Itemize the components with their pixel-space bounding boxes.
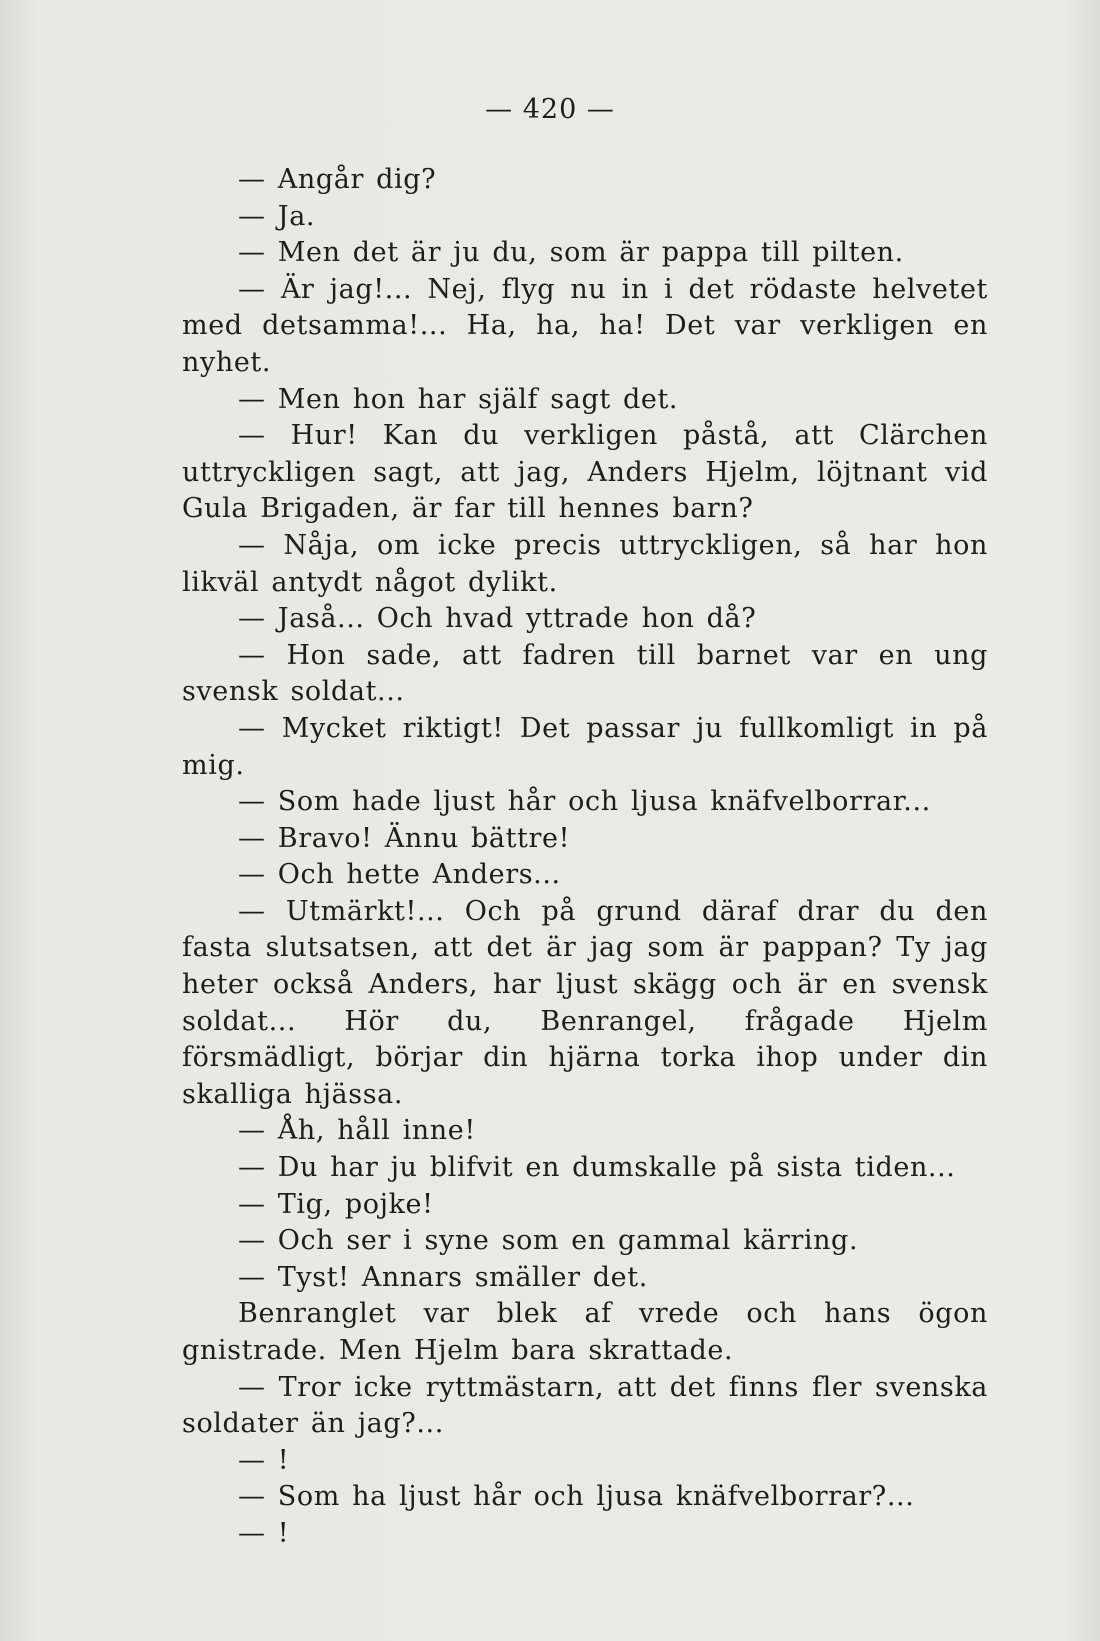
paragraph: — Nåja, om icke precis uttryckligen, så har hon likväl antydt något dylikt. — [182, 529, 988, 598]
paragraph: — ! — [238, 1444, 290, 1476]
paragraph: — Utmärkt!... Och på grund däraf drar du den fasta slutsatsen, att det är jag som är pappan? Ty jag heter också Anders, har ljust skägg och är en svensk soldat... Hör du, Benrangel, frågade Hjelm försmädligt, börjar din hjärna torka ihop under din skalliga hjässa. — [182, 895, 988, 1110]
paragraph: — Mycket riktigt! Det passar ju fullkomligt in på mig. — [182, 712, 988, 781]
paragraph: — Och ser i syne som en gammal kärring. — [238, 1225, 859, 1257]
paragraph: — Tror icke ryttmästarn, att det finns fler svenska soldater än jag?... — [182, 1371, 988, 1440]
paragraph: — Är jag!... Nej, flyg nu in i det rödaste helvetet med detsamma!... Ha, ha, ha! Det var verkligen en nyhet. — [182, 273, 988, 378]
paragraph: — Jaså... Och hvad yttrade hon då? — [238, 603, 757, 635]
paragraph: — Du har ju blifvit en dumskalle på sista tiden... — [238, 1152, 956, 1184]
paragraph: — Som ha ljust hår och ljusa knäfvelborrar?... — [238, 1481, 915, 1513]
paragraph: Benranglet var blek af vrede och hans ögon gnistrade. Men Hjelm bara skrattade. — [182, 1298, 988, 1366]
paragraph: — Ja. — [238, 200, 316, 232]
paragraph: — Hur! Kan du verkligen påstå, att Clärchen uttryckligen sagt, att jag, Anders Hjelm, löjtnant vid Gula Brigaden, är far till hennes barn? — [182, 420, 988, 525]
paragraph: — Men hon har själf sagt det. — [238, 383, 679, 415]
paragraph: — ! — [238, 1517, 290, 1549]
paragraph: — Bravo! Ännu bättre! — [238, 822, 571, 854]
page-text — [182, 162, 988, 1553]
paragraph: — Men det är ju du, som är pappa till pilten. — [238, 237, 904, 269]
paragraph: — Hon sade, att fadren till barnet var en ung svensk soldat... — [182, 639, 988, 708]
page-number: — 420 — — [485, 94, 615, 125]
paragraph: — Tyst! Annars smäller det. — [238, 1261, 648, 1293]
paragraph: — Åh, håll inne! — [238, 1115, 476, 1147]
paragraph: — Tig, pojke! — [238, 1188, 434, 1220]
paragraph: — Angår dig? — [238, 164, 437, 195]
paragraph: — Och hette Anders... — [238, 859, 561, 891]
paragraph: — Som hade ljust hår och ljusa knäfvelborrar... — [238, 786, 931, 818]
